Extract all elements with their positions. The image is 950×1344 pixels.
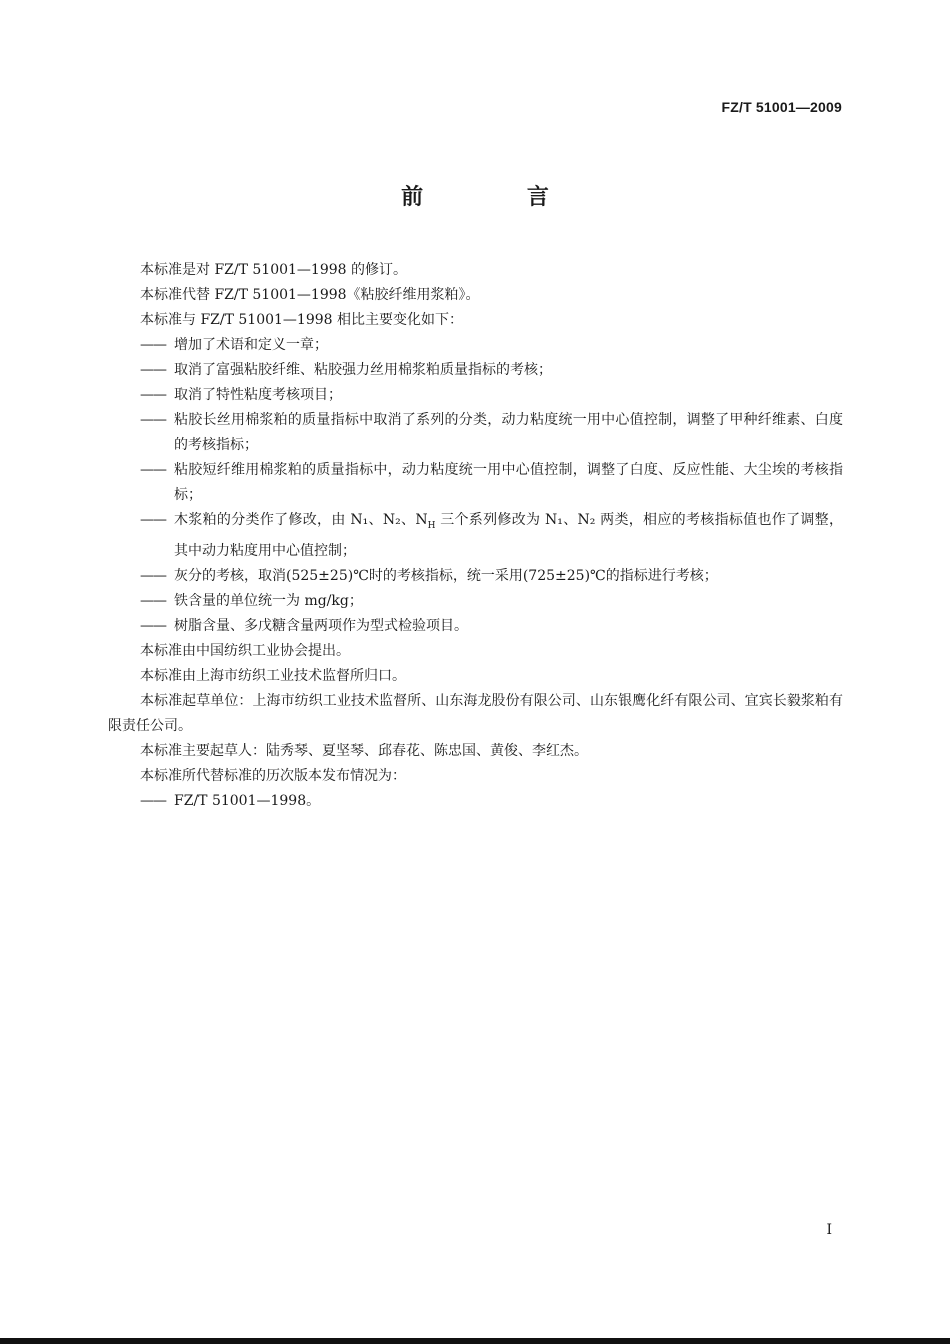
history-item xyxy=(108,789,843,814)
dash-marker: —— xyxy=(140,512,166,528)
change-text: 树脂含量、多戊糖含量两项作为型式检验项目。 xyxy=(174,617,468,634)
change-text: 铁含量的单位统一为 mg/kg； xyxy=(174,592,363,609)
page-number: I xyxy=(826,1222,832,1238)
change-item xyxy=(108,589,843,614)
dash-marker: —— xyxy=(140,617,166,634)
dash-marker: —— xyxy=(140,362,166,378)
change-text: 取消了富强粘胶纤维、粘胶强力丝用棉浆粕质量指标的考核； xyxy=(174,362,552,378)
dash-marker: —— xyxy=(140,592,166,609)
dash-marker: —— xyxy=(140,567,166,584)
change-text: 木浆粕的分类作了修改，由 N₁、N₂、$N_H$ 三个系列修改为 N₁、N₂ 两类，相应的考核指标值也作了调整，其中动力粘度用中心值控制； xyxy=(174,512,843,559)
paragraph: 本标准与 FZ/T 51001—1998 相比主要变化如下： xyxy=(140,312,464,328)
paragraph: 本标准是对 FZ/T 51001—1998 的修订。 xyxy=(140,262,408,278)
bottom-rule xyxy=(0,1338,950,1344)
change-item xyxy=(108,358,843,383)
change-item xyxy=(108,408,843,458)
change-text: 灰分的考核，取消(525±25)℃时的考核指标，统一采用(725±25)℃的指标进行考核； xyxy=(174,567,718,584)
change-item xyxy=(108,333,843,358)
dash-marker: —— xyxy=(140,387,166,403)
dash-marker: —— xyxy=(140,412,166,428)
change-text: 取消了特性粘度考核项目； xyxy=(174,387,342,403)
standard-code: FZ/T 51001—2009 xyxy=(721,99,842,115)
change-item xyxy=(108,614,843,639)
paragraph: 本标准主要起草人：陆秀琴、夏坚琴、邱春花、陈忠国、黄俊、李红杰。 xyxy=(140,742,588,759)
dash-marker: —— xyxy=(140,792,166,809)
change-item xyxy=(108,458,843,508)
page-title: 前 言 xyxy=(401,185,597,210)
change-item xyxy=(108,564,843,589)
change-text: 粘胶短纤维用棉浆粕的质量指标中，动力粘度统一用中心值控制，调整了白度、反应性能、大尘埃的考核指标； xyxy=(174,462,843,503)
change-item xyxy=(108,508,843,564)
paragraph: 本标准起草单位：上海市纺织工业技术监督所、山东海龙股份有限公司、山东银鹰化纤有限公司、宜宾长毅浆粕有限责任公司。 xyxy=(108,692,843,734)
paragraph: 本标准代替 FZ/T 51001—1998《粘胶纤维用浆粕》。 xyxy=(140,287,480,303)
document-body xyxy=(108,258,843,814)
change-text: 粘胶长丝用棉浆粕的质量指标中取消了系列的分类，动力粘度统一用中心值控制，调整了甲种纤维素、白度的考核指标； xyxy=(174,412,843,453)
change-text: 增加了术语和定义一章； xyxy=(174,337,328,353)
history-text: FZ/T 51001—1998。 xyxy=(174,792,321,809)
paragraph: 本标准所代替标准的历次版本发布情况为： xyxy=(140,767,406,784)
change-item xyxy=(108,383,843,408)
dash-marker: —— xyxy=(140,462,166,478)
dash-marker: —— xyxy=(140,337,166,353)
paragraph: 本标准由上海市纺织工业技术监督所归口。 xyxy=(140,667,406,684)
paragraph: 本标准由中国纺织工业协会提出。 xyxy=(140,642,350,659)
